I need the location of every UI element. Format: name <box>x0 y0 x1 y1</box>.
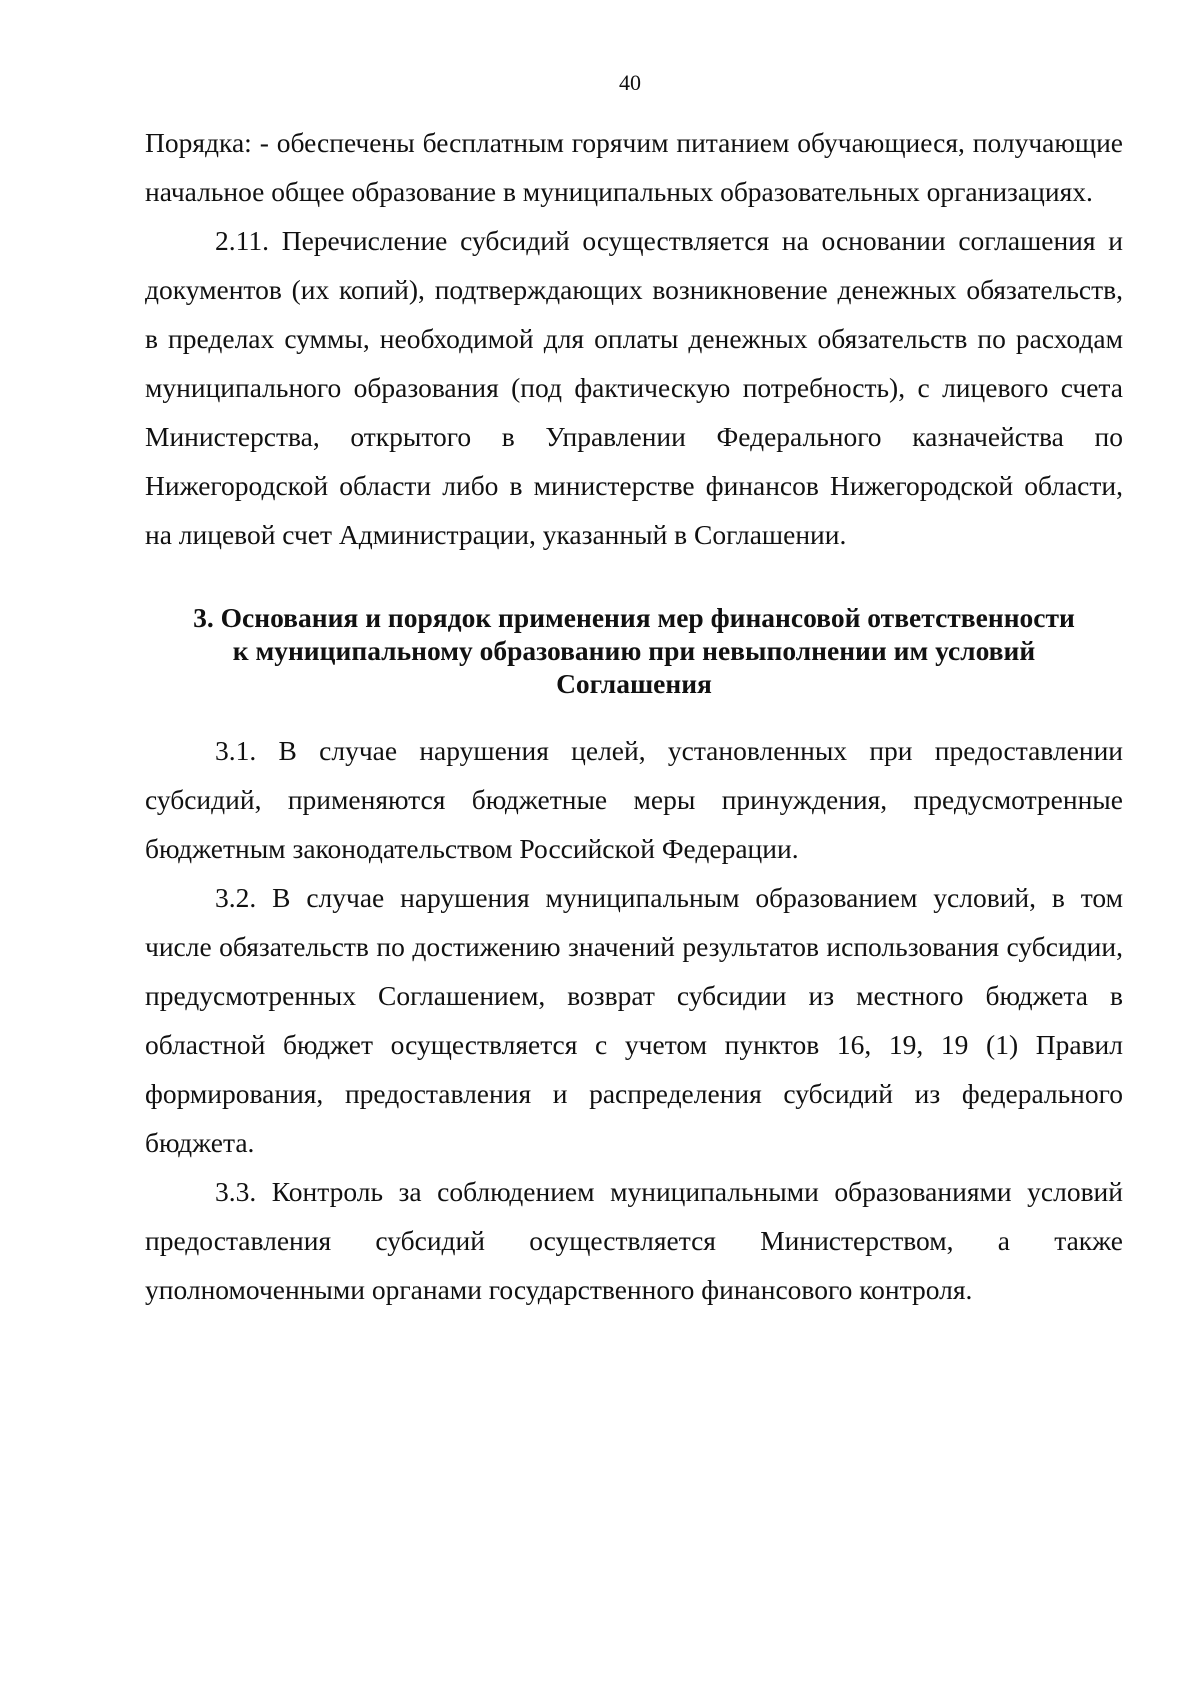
section-3-heading <box>145 601 1123 700</box>
paragraph-3-1: 3.1. В случае нарушения целей, установленных при предоставлении субсидий, применяются бюджетные меры принуждения, предусмотренные бюджетным законодательством Российской Федерации. <box>145 735 1123 864</box>
paragraph-3-2: 3.2. В случае нарушения муниципальным образованием условий, в том числе обязательств по достижению значений результатов использования субсидии, предусмотренных Соглашением, возврат субсидии из местного бюджета в областной бюджет осуществляется с учетом пунктов 16, 19, 19 (1) Правил формирования, предоставления и распределения субсидий из федерального бюджета. <box>145 882 1123 1158</box>
document-body <box>145 118 1123 1314</box>
heading-line-2: к муниципальному образованию при невыполнении им условий <box>232 635 1036 666</box>
heading-line-3: Соглашения <box>556 668 712 699</box>
paragraph-2-11: 2.11. Перечисление субсидий осуществляется на основании соглашения и документов (их копий), подтверждающих возникновение денежных обязательств, в пределах суммы, необходимой для оплаты денежных обязательств по расходам муниципального образования (под фактическую потребность), с лицевого счета Министерства, открытого в Управлении Федерального казначейства по Нижегородской области либо в министерстве финансов Нижегородской области, на лицевой счет Администрации, указанный в Соглашении. <box>145 225 1123 550</box>
heading-line-1: 3. Основания и порядок применения мер финансовой ответственности <box>193 602 1075 633</box>
paragraph-continuation: Порядка: - обеспечены бесплатным горячим питанием обучающиеся, получающие начальное общее образование в муниципальных образовательных организациях. <box>145 127 1123 207</box>
paragraph-3-3: 3.3. Контроль за соблюдением муниципальными образованиями условий предоставления субсидий осуществляется Министерством, а также уполномоченными органами государственного финансового контроля. <box>145 1176 1123 1305</box>
page-number: 40 <box>619 70 641 95</box>
